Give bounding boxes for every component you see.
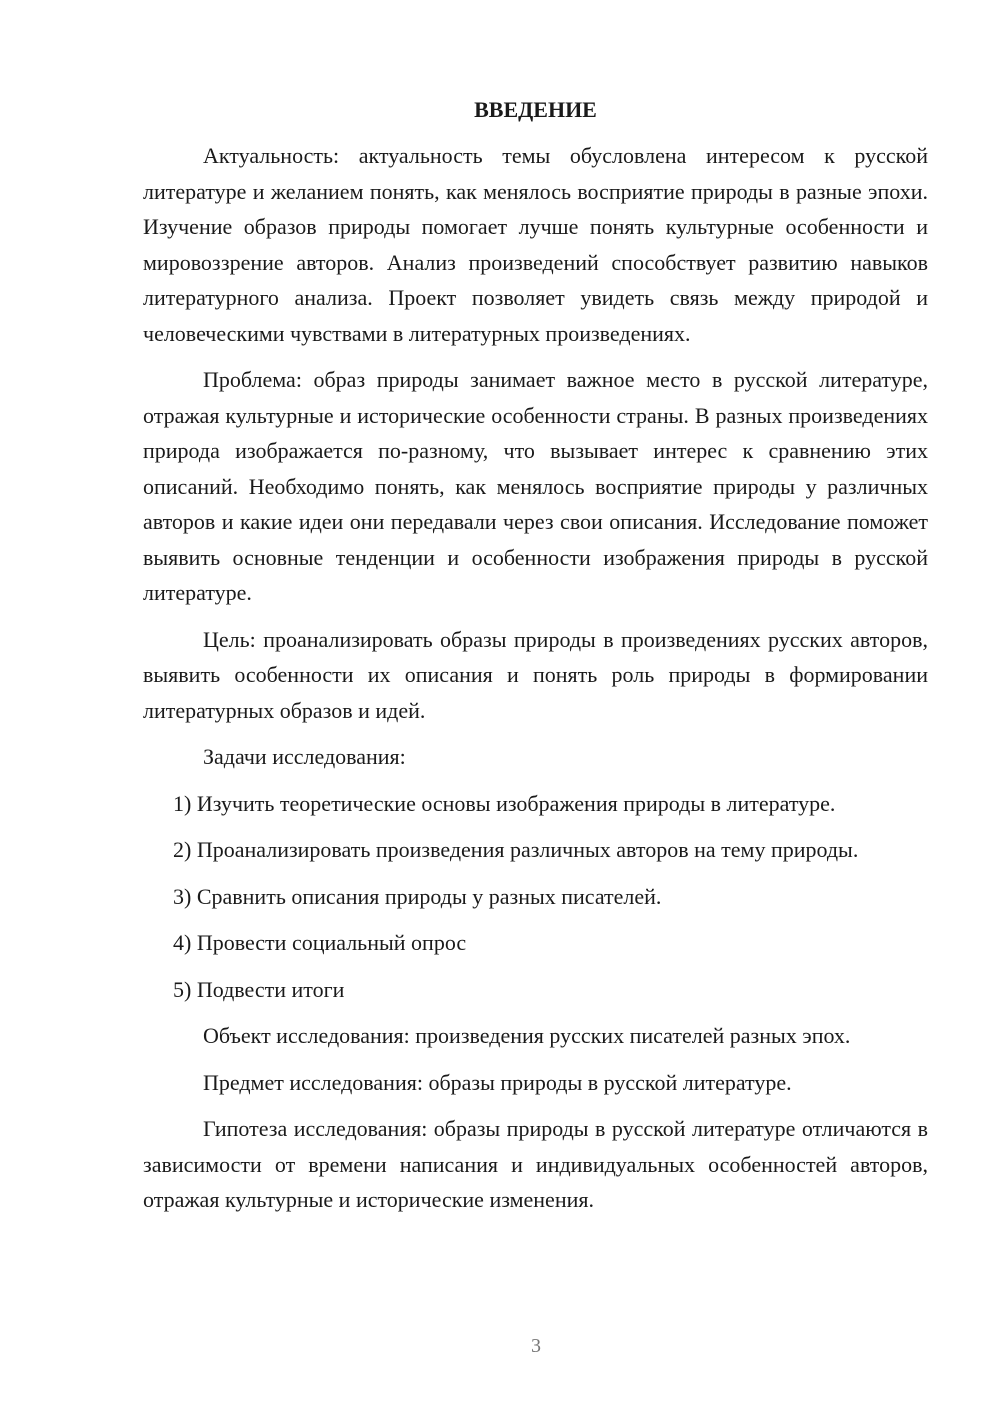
- hypothesis-paragraph: Гипотеза исследования: образы природы в русской литературе отличаются в зависимости от времени написания и индивидуальных особенностей авторов, отражая культурные и исторические изменения.: [143, 1116, 928, 1212]
- task-item: 1) Изучить теоретические основы изображения природы в литературе.: [173, 790, 836, 816]
- relevance-paragraph: Актуальность: актуальность темы обусловлена интересом к русской литературе и желанием понять, как менялось восприятие природы в разные эпохи. Изучение образов природы помогает лучше понять культурные особенности и мировоззрение авторов. Анализ произведений способствует развитию навыков литературного анализа. Проект позволяет увидеть связь между природой и человеческими чувствами в литературных произведениях.: [143, 143, 928, 346]
- object-paragraph: Объект исследования: произведения русских писателей разных эпох.: [203, 1023, 851, 1048]
- tasks-heading: Задачи исследования:: [203, 744, 406, 769]
- task-item: 5) Подвести итоги: [173, 976, 345, 1002]
- problem-paragraph: Проблема: образ природы занимает важное место в русской литературе, отражая культурные и исторические особенности страны. В разных произведениях природа изображается по-разному, что вызывает интерес к сравнению этих описаний. Необходимо понять, как менялось восприятие природы у различных авторов и какие идеи они передавали через свои описания. Исследование поможет выявить основные тенденции и особенности изображения природы в русской литературе.: [143, 367, 928, 605]
- document-body: [143, 95, 928, 1229]
- subject-paragraph: Предмет исследования: образы природы в русской литературе.: [203, 1069, 792, 1095]
- task-item: 2) Проанализировать произведения различных авторов на тему природы.: [173, 837, 859, 862]
- section-title: ВВЕДЕНИЕ: [474, 97, 597, 122]
- task-item: 4) Провести социальный опрос: [173, 930, 467, 955]
- page-number: 3: [531, 1335, 541, 1357]
- task-item: 3) Сравнить описания природы у разных писателей.: [173, 883, 662, 909]
- goal-paragraph: Цель: проанализировать образы природы в произведениях русских авторов, выявить особенности их описания и понять роль природы в формировании литературных образов и идей.: [143, 626, 928, 723]
